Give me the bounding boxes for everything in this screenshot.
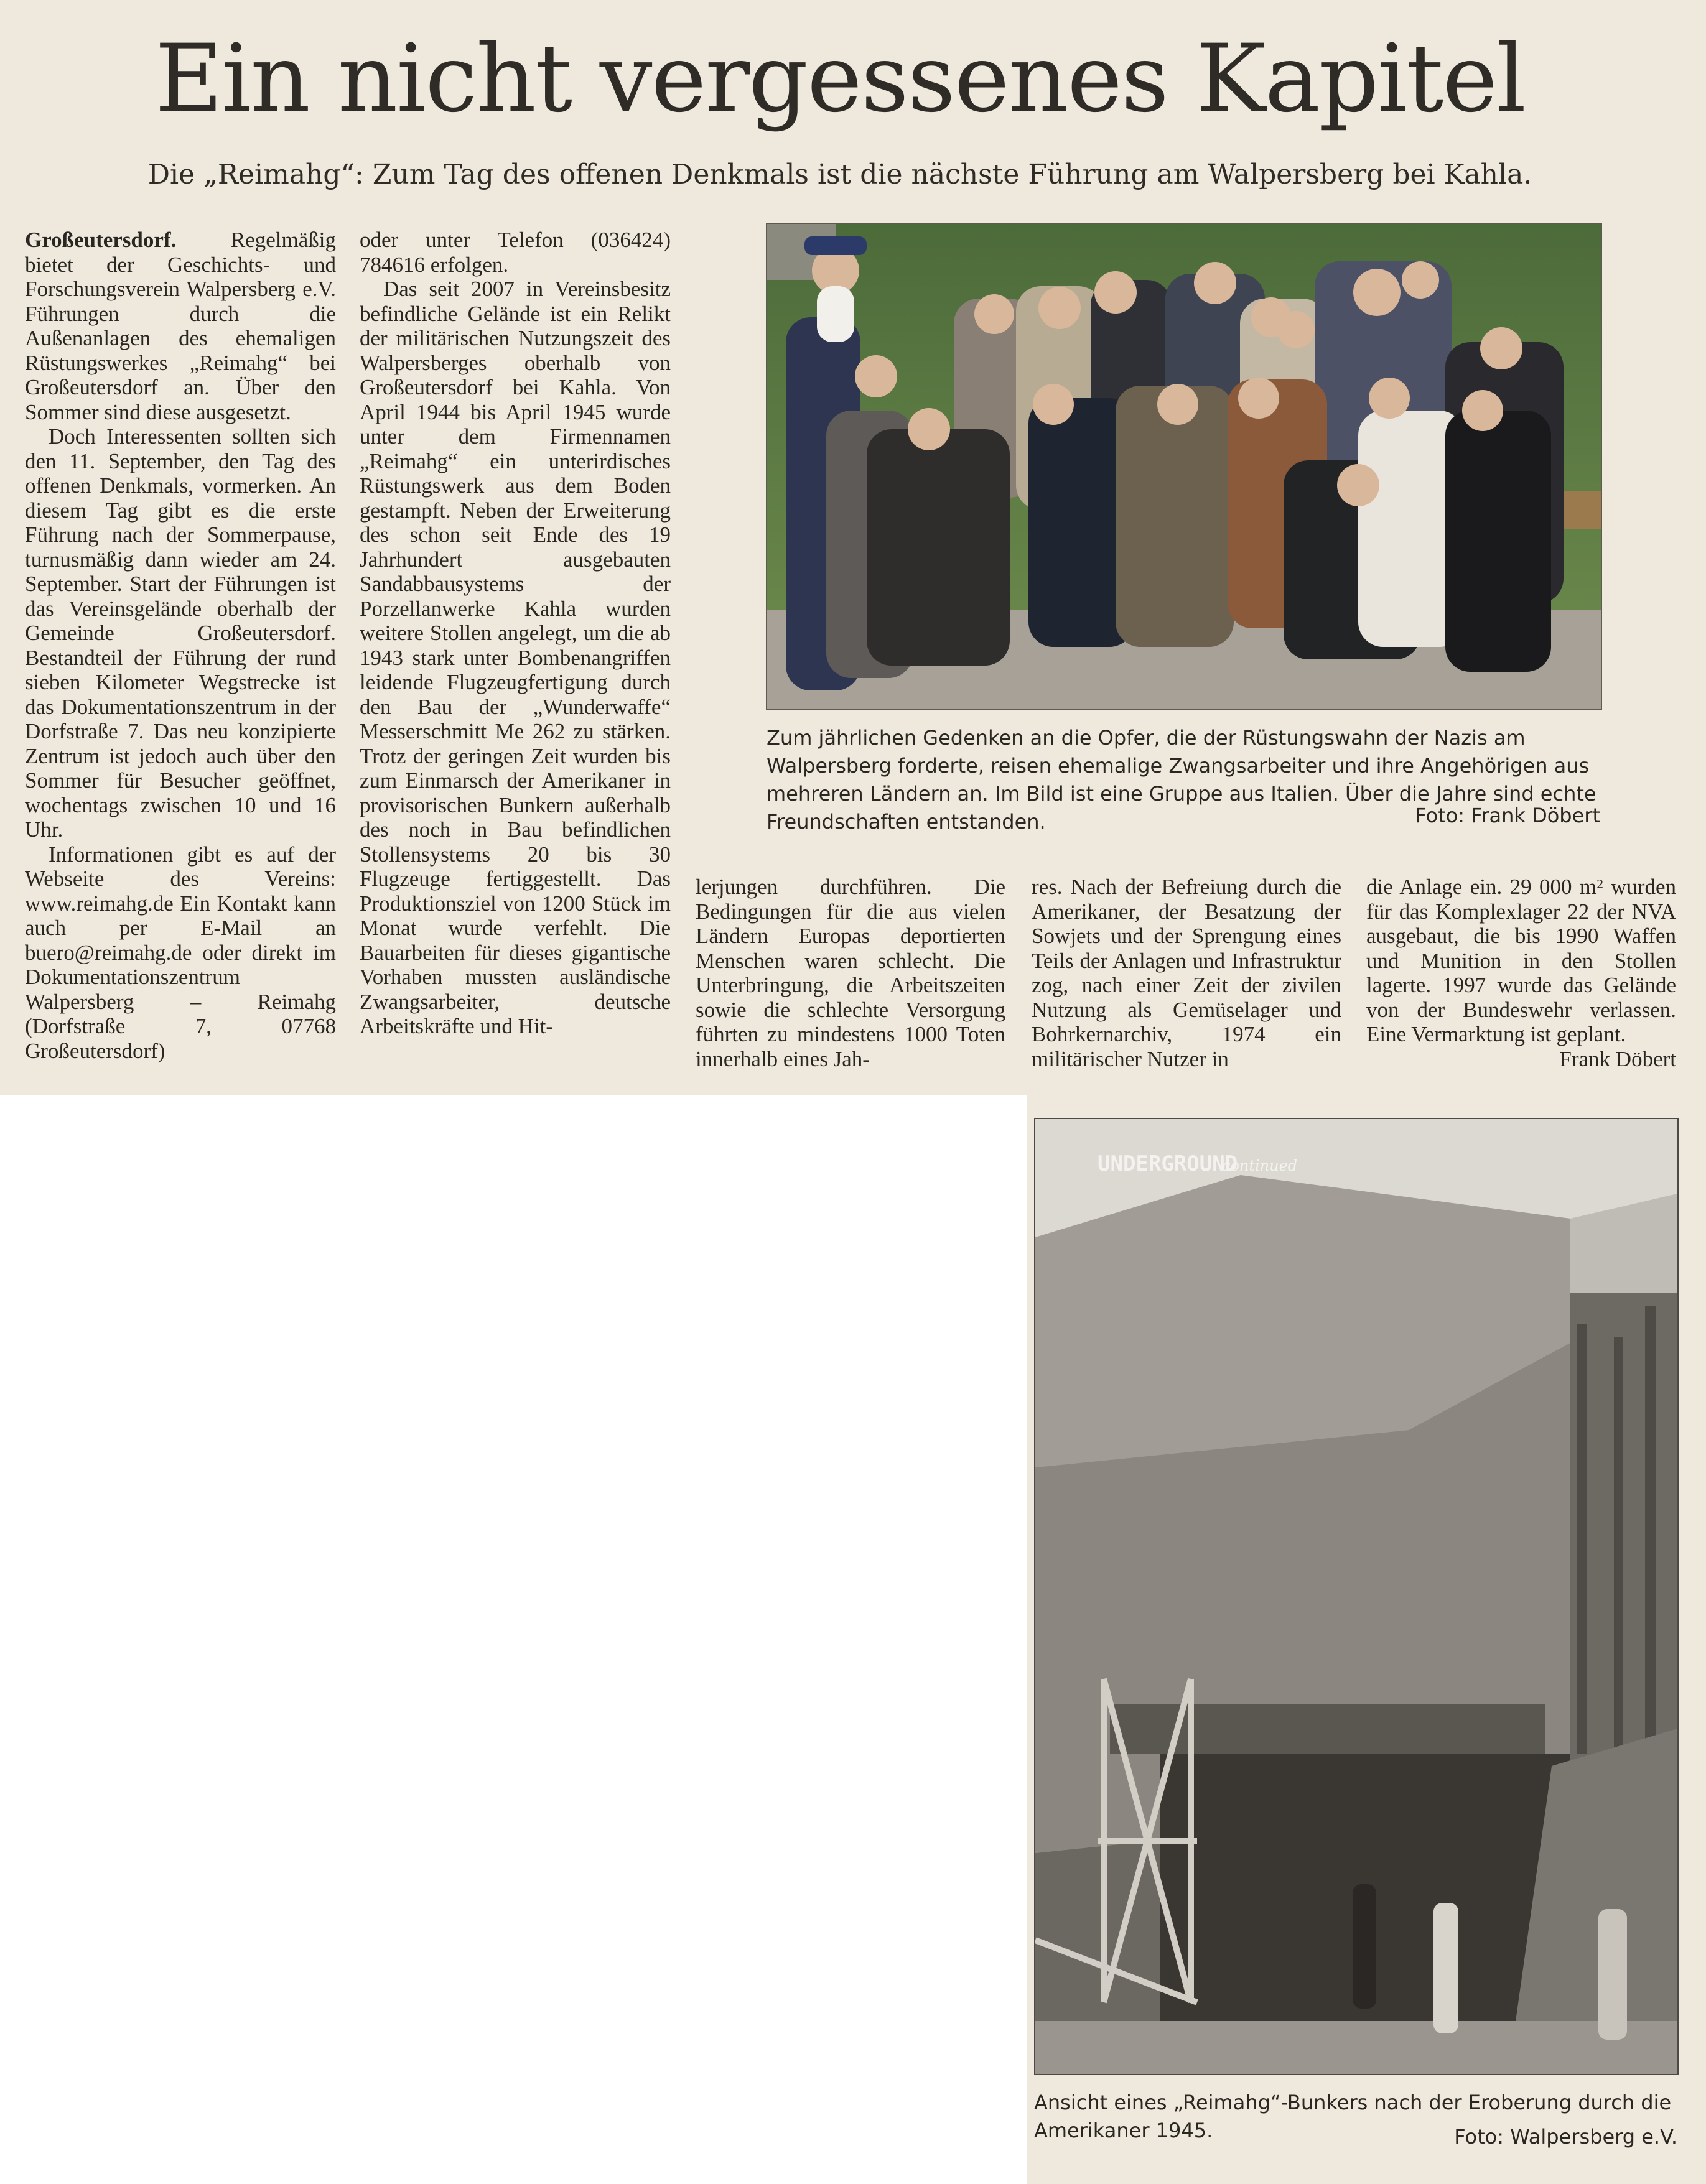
article-column-5 [1366, 875, 1676, 1071]
paragraph: Informationen gibt es auf der Webseite des Vereins: www.reimahg.de Ein Kontakt kann auch per E-Mail an buero@reimahg.de oder direkt im Dokumentationszentrum Walpersberg – Reimahg (Dorfstraße 7, 07768 Großeutersdorf) [25, 842, 336, 1063]
photo-credit: Foto: Walpersberg e.V. [1454, 2125, 1677, 2149]
article-column-2 [360, 228, 671, 1039]
bunker-photo-caption [1034, 2089, 1677, 2151]
bunker-photo-image [1035, 1119, 1677, 2074]
dateline: Großeutersdorf. [25, 228, 177, 252]
article-column-1 [25, 228, 336, 1063]
subheadline: Die „Reimahg“: Zum Tag des offenen Denkmals ist die nächste Führung am Walpersberg bei Kahla. [147, 159, 1532, 190]
group-photo-caption [767, 724, 1600, 834]
group-photo [766, 223, 1602, 710]
paragraph-text: Regelmäßig bietet der Geschichts- und Forschungsverein Walpersberg e.V. Führungen durch die Außenanlagen des ehemaligen Rüstungswerkes „Reimahg“ bei Großeutersdorf an. Über den Sommer sind diese ausgesetzt. [25, 228, 336, 424]
group-photo-image [767, 224, 1601, 709]
bunker-photo-overlay-subtitle: continued [1222, 1157, 1298, 1174]
photo-credit: Foto: Frank Döbert [1415, 804, 1600, 827]
bunker-photo-overlay-title: UNDERGROUND [1098, 1151, 1238, 1176]
bunker-photo [1034, 1118, 1679, 2075]
paragraph: Doch Interessenten sollten sich den 11. September, den Tag des offenen Denkmals, vormerken. An diesem Tag gibt es die erste Führung nach der Sommerpause, turnusmäßig dann wieder am 24. September. Start der Führungen ist das Vereinsgelände oberhalb der Gemeinde Großeutersdorf. Bestandteil der Führung der rund sieben Kilometer Wegstrecke ist das Dokumentationszentrum in der Dorfstraße 7. Das neu konzipierte Zentrum ist jedoch auch über den Sommer für Besucher geöffnet, wochentags zwischen 10 und 16 Uhr. [25, 424, 336, 842]
article-column-3 [696, 875, 1005, 1071]
paragraph: lerjungen durchführen. Die Bedingungen für die aus vielen Ländern Europas deportierten Menschen waren schlecht. Die Unterbringung, die Arbeitszeiten sowie die schlechte Versorgung führten zu mindestens 1000 Toten innerhalb eines Jah- [696, 875, 1005, 1071]
paragraph: oder unter Telefon (036424) 784616 erfolgen. [360, 228, 671, 277]
article-column-4 [1032, 875, 1341, 1071]
paragraph [25, 228, 336, 424]
paragraph: res. Nach der Befreiung durch die Amerikaner, der Besatzung der Sowjets und der Sprengung eines Teils der Anlagen und Infrastruktur zog, nach einer Zeit der zivilen Nutzung als Gemüselager und Bohrkernarchiv, 1974 ein militärischer Nutzer in [1032, 875, 1341, 1071]
paragraph: Das seit 2007 in Vereinsbesitz befindliche Gelände ist ein Relikt der militärischen Nutzungszeit des Walpersberges oberhalb von Großeutersdorf bei Kahla. Von April 1944 bis April 1945 wurde unter dem Firmennamen „Reimahg“ ein unterirdisches Rüstungswerk aus dem Boden gestampft. Neben der Erweiterung des schon seit Ende des 19 Jahrhundert ausgebauten Sandabbausystems der Porzellanwerke Kahla wurden weitere Stollen angelegt, um die ab 1943 stark unter Bombenangriffen leidende Flugzeugfertigung durch den Bau der „Wunderwaffe“ Messerschmitt Me 262 zu stärken. Trotz der geringen Zeit wurden bis zum Einmarsch der Amerikaner in provisorischen Bunkern außerhalb des noch in Bau befindlichen Stollensystems 20 bis 30 Flugzeuge fertiggestellt. Das Produktionsziel von 1200 Stück im Monat wurde verfehlt. Die Bauarbeiten für dieses gigantische Vorhaben mussten ausländische Zwangsarbeiter, deutsche Arbeitskräfte und Hit- [360, 277, 671, 1038]
caption-text: Zum jährlichen Gedenken an die Opfer, die der Rüstungswahn der Nazis am Walpersberg forderte, reisen ehemalige Zwangsarbeiter und ihre Angehörigen aus mehreren Ländern an. Im Bild ist eine Gruppe aus Italien. Über die Jahre sind echte Freundschaften entstanden. [767, 726, 1596, 834]
byline: Frank Döbert [1559, 1046, 1676, 1071]
headline: Ein nicht vergessenes Kapitel [154, 25, 1526, 133]
caption-text: Ansicht eines „Reimahg“-Bunkers nach der Eroberung durch die Amerikaner 1945. [1034, 2091, 1672, 2142]
paragraph: die Anlage ein. 29 000 m² wurden für das Komplexlager 22 der NVA ausgebaut, die bis 1990 Waffen und Munition in den Stollen lagerte. 1997 wurde das Gelände von der Bundeswehr verlassen. Eine Vermarktung ist geplant. [1366, 875, 1676, 1046]
